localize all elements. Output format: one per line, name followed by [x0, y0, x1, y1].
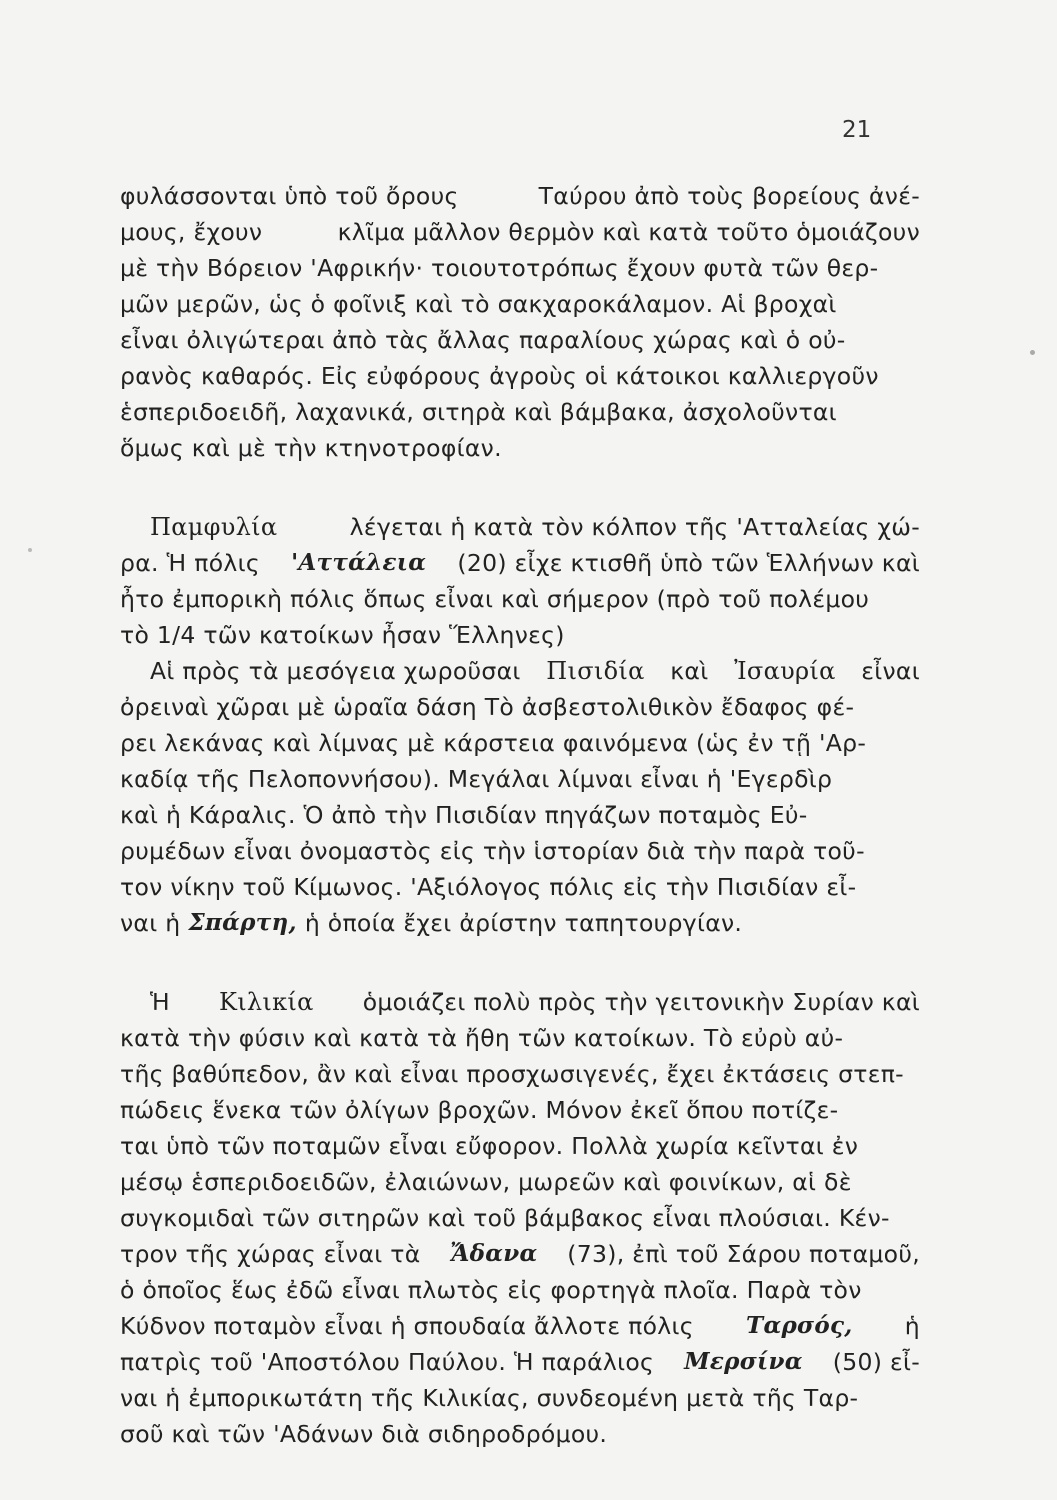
text-line: ρα. Ἡ πόλις 'Αττάλεια (20) εἶχε κτισθῆ ὑπὸ τῶν Ἑλλήνων καὶ — [120, 545, 920, 581]
text-line: ὅμως καὶ μὲ τὴν κτηνοτροφίαν. — [120, 434, 502, 462]
place-name-pisidia: Πισιδία — [546, 657, 645, 685]
text-line: πώδεις ἕνεκα τῶν ὀλίγων βροχῶν. Μόνον ἐκεῖ ὅπου ποτίζε- — [120, 1096, 839, 1124]
city-name-tarsos: Ταρσός, — [746, 1312, 853, 1339]
text-line: εἶναι ὀλιγώτεραι ἀπὸ τὰς ἄλλας παραλίους χώρας καὶ ὁ οὐ- — [120, 326, 846, 354]
text-line: τῆς βαθύπεδον, ἂν καὶ εἶναι προσχωσιγενές, ἔχει ἐκτάσεις στεπ- — [120, 1060, 904, 1088]
paragraph-pamphylia — [120, 509, 920, 653]
text-line: Ἡ Κιλικία ὁμοιάζει πολὺ πρὸς τὴν γειτονικὴν Συρίαν καὶ — [120, 984, 920, 1020]
paper-speck — [1030, 350, 1035, 355]
text-line: σοῦ καὶ τῶν 'Αδάνων διὰ σιδηροδρόμου. — [120, 1420, 608, 1448]
text-line: μὲ τὴν Βόρειον 'Αφρικήν· τοιουτοτρόπως ἔχουν φυτὰ τῶν θερ- — [120, 254, 879, 282]
text-line: μῶν μερῶν, ὡς ὁ φοῖνιξ καὶ τὸ σακχαροκάλαμον. Αἱ βροχαὶ — [120, 290, 837, 318]
place-name-cilicia: Κιλικία — [218, 988, 314, 1016]
text-line: συγκομιδαὶ τῶν σιτηρῶν καὶ τοῦ βάμβακος εἶναι πλούσιαι. Κέν- — [120, 1204, 890, 1232]
text-line: ρανὸς καθαρός. Εἰς εὐφόρους ἀγροὺς οἱ κάτοικοι καλλιεργοῦν — [120, 362, 879, 390]
text-line: κατὰ τὴν φύσιν καὶ κατὰ τὰ ἤθη τῶν κατοίκων. Τὸ εὐρὺ αὐ- — [120, 1024, 844, 1052]
text-line: ρυμέδων εἶναι ὀνομαστὸς εἰς τὴν ἱστορίαν διὰ τὴν παρὰ τοῦ- — [120, 837, 865, 865]
text-line: ναι ἡ ἐμπορικωτάτη τῆς Κιλικίας, συνδεομένη μετὰ τῆς Ταρ- — [120, 1384, 859, 1412]
text-line: ται ὑπὸ τῶν ποταμῶν εἶναι εὔφορον. Πολλὰ χωρία κεῖνται ἐν — [120, 1132, 859, 1160]
text-line: τρον τῆς χώρας εἶναι τὰ Ἄδανα (73), ἐπὶ τοῦ Σάρου ποταμοῦ, — [120, 1236, 920, 1272]
text-line: φυλάσσονται ὑπὸ τοῦ ὄρους Ταύρου ἀπὸ τοὺς βορείους ἀνέ- — [120, 182, 920, 210]
text-line: Κύδνον ποταμὸν εἶναι ἡ σπουδαία ἄλλοτε πόλις Ταρσός, ἡ — [120, 1308, 920, 1344]
text-line: καὶ ἡ Κάραλις. Ὁ ἀπὸ τὴν Πισιδίαν πηγάζων ποταμὸς Εὐ- — [120, 801, 808, 829]
city-name-adana: Ἄδανα — [450, 1240, 538, 1267]
text-line: ὁ ὁποῖος ἕως ἐδῶ εἶναι πλωτὸς εἰς φορτηγὰ πλοῖα. Παρὰ τὸν — [120, 1276, 862, 1304]
paragraph-pisidia — [120, 653, 920, 941]
text-line: ὀρειναὶ χῶραι μὲ ὡραῖα δάση Τὸ ἀσβεστολιθικὸν ἔδαφος φέ- — [120, 693, 855, 721]
city-name-mersina: Μερσίνα — [684, 1348, 803, 1375]
text-line: τὸ 1/4 τῶν κατοίκων ἦσαν Ἕλληνες) — [120, 621, 565, 649]
text-line: Αἱ πρὸς τὰ μεσόγεια χωροῦσαι Πισιδία καὶ Ἰσαυρία εἶναι — [120, 653, 920, 689]
text-line: τον νίκην τοῦ Κίμωνος. 'Αξιόλογος πόλις εἰς τὴν Πισιδίαν εἶ- — [120, 873, 857, 901]
text-line: ναι ἡ Σπάρτη, ἡ ὁποία ἔχει ἀρίστην ταπητουργίαν. — [120, 905, 920, 941]
text-body — [120, 178, 920, 1452]
text-line: Παμφυλία λέγεται ἡ κατὰ τὸν κόλπον τῆς 'Ατταλείας χώ- — [120, 509, 920, 545]
city-name-attaleia: 'Αττάλεια — [291, 549, 427, 576]
page-number: 21 — [842, 117, 872, 143]
text-line: καδίᾳ τῆς Πελοποννήσου). Μεγάλαι λίμναι εἶναι ἡ 'Εγερδὶρ — [120, 765, 833, 793]
city-name-sparti: Σπάρτη, — [188, 909, 297, 936]
place-name-pamphylia: Παμφυλία — [150, 513, 278, 541]
place-name-isauria: Ἰσαυρία — [734, 657, 836, 685]
text-line: ἦτο ἐμπορικὴ πόλις ὅπως εἶναι καὶ σήμερον (πρὸ τοῦ πολέμου — [120, 585, 870, 613]
paragraph-cilicia — [120, 984, 920, 1452]
text-line: ἑσπεριδοειδῆ, λαχανικά, σιτηρὰ καὶ βάμβακα, ἀσχολοῦνται — [120, 398, 837, 426]
paragraph-taurus — [120, 178, 920, 466]
paper-speck — [28, 548, 32, 552]
text-line: ρει λεκάνας καὶ λίμνας μὲ κάρστεια φαινόμενα (ὡς ἐν τῇ 'Αρ- — [120, 729, 867, 757]
text-line: μέσῳ ἑσπεριδοειδῶν, ἐλαιώνων, μωρεῶν καὶ φοινίκων, αἱ δὲ — [120, 1168, 852, 1196]
text-line: πατρὶς τοῦ 'Αποστόλου Παύλου. Ἡ παράλιος Μερσίνα (50) εἶ- — [120, 1344, 920, 1380]
text-line: μους, ἔχουν κλῖμα μᾶλλον θερμὸν καὶ κατὰ τοῦτο ὁμοιάζουν — [120, 218, 920, 246]
